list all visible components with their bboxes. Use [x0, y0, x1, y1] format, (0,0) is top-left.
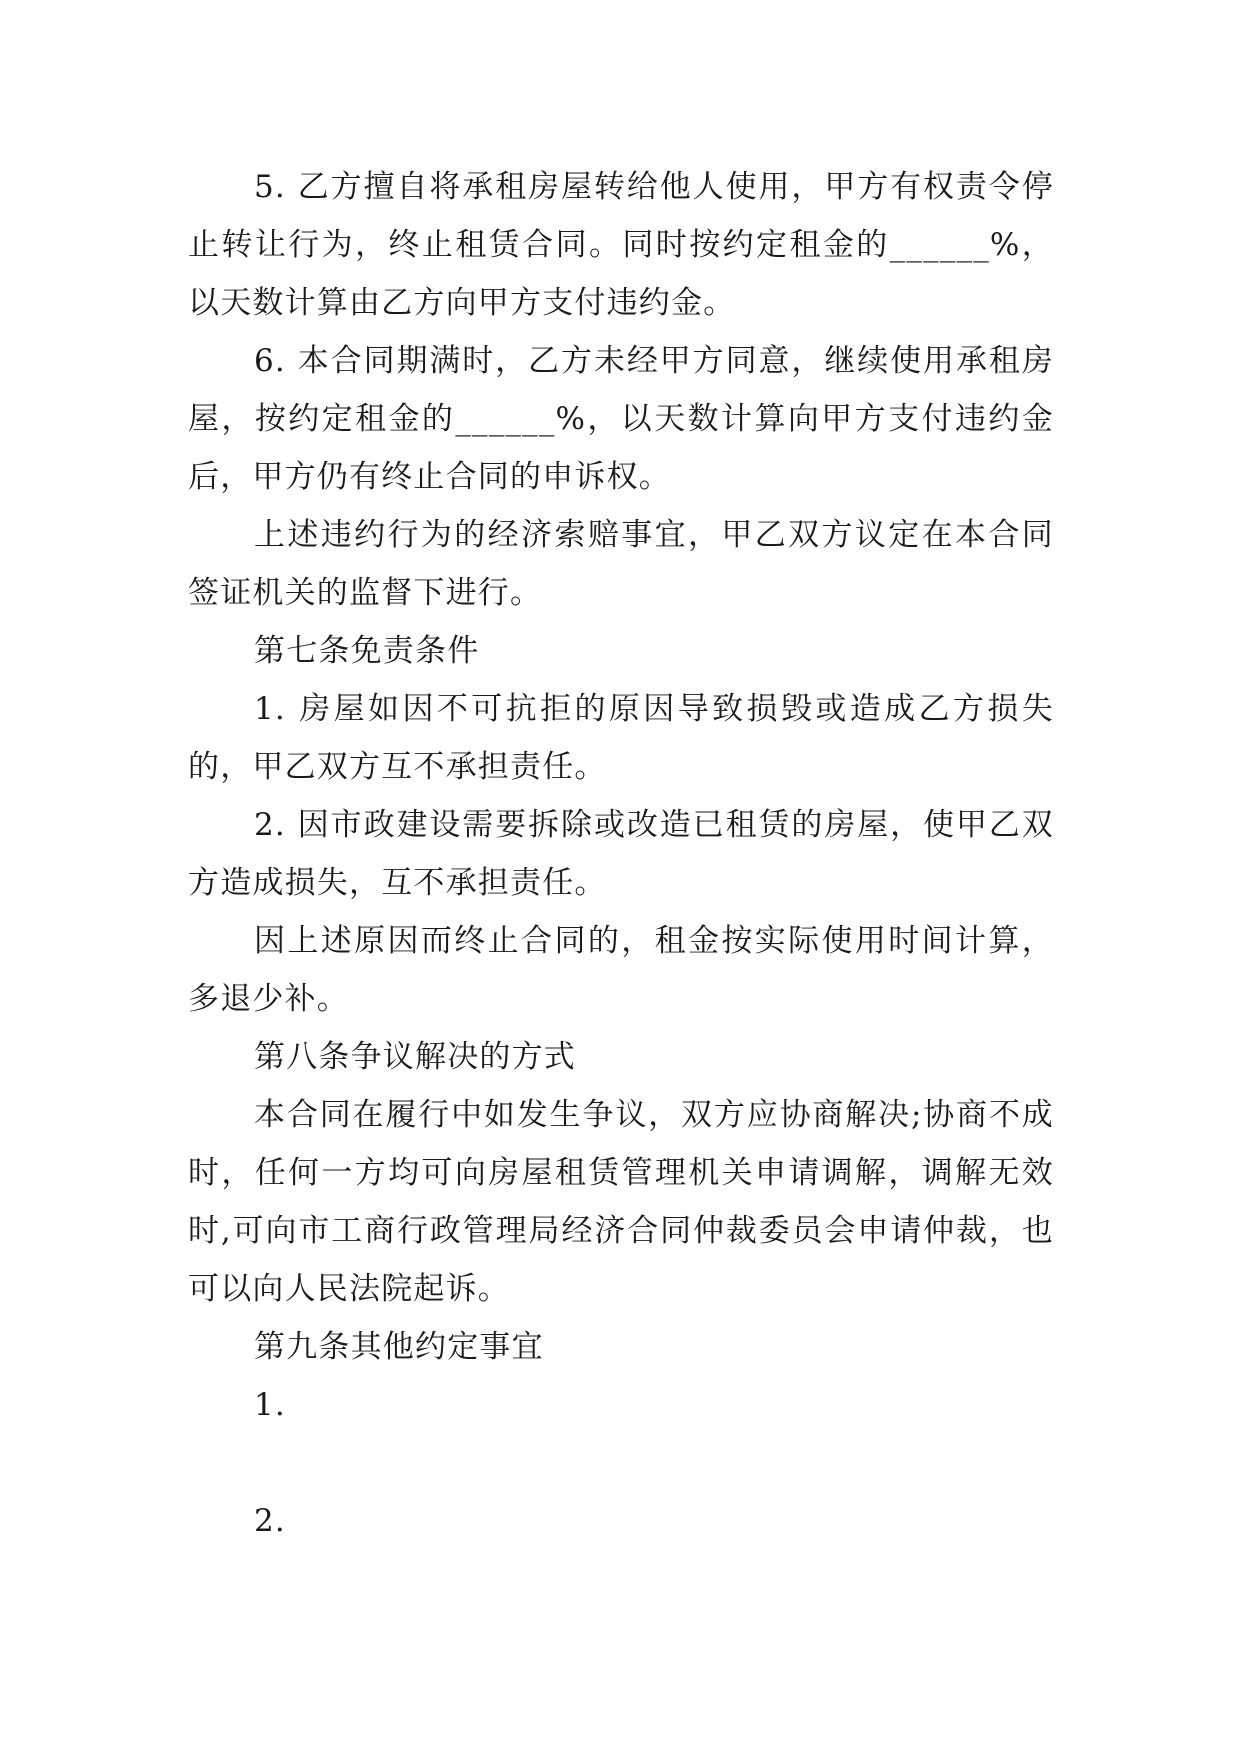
document-body [188, 158, 1054, 1550]
article-7-rent-note: 因上述原因而终止合同的，租金按实际使用时间计算，多退少补。 [188, 923, 1054, 1017]
article-9-item-2: 2. [254, 1503, 286, 1539]
article-7-heading: 第七条免责条件 [254, 633, 480, 669]
article-9-item-1: 1. [254, 1387, 286, 1423]
article-7-item-2: 2. 因市政建设需要拆除或改造已租赁的房屋，使甲乙双方造成损失，互不承担责任。 [188, 807, 1054, 901]
blank-line [188, 1434, 1054, 1492]
article-7-item-1: 1. 房屋如因不可抗拒的原因导致损毁或造成乙方损失的，甲乙双方互不承担责任。 [188, 691, 1054, 785]
article-8-heading: 第八条争议解决的方式 [254, 1039, 576, 1075]
penalty-claims-note: 上述违约行为的经济索赔事宜，甲乙双方议定在本合同签证机关的监督下进行。 [188, 517, 1054, 611]
article-8-body: 本合同在履行中如发生争议，双方应协商解决;协商不成时，任何一方均可向房屋租赁管理机关申请调解，调解无效时,可向市工商行政管理局经济合同仲裁委员会申请仲裁，也可以向人民法院起诉。 [188, 1097, 1054, 1307]
clause-6-penalty-overstay: 6. 本合同期满时，乙方未经甲方同意，继续使用承租房屋，按约定租金的______%，以天数计算向甲方支付违约金后，甲方仍有终止合同的申诉权。 [188, 343, 1054, 495]
article-9-heading: 第九条其他约定事宜 [254, 1329, 544, 1365]
clause-5-penalty-transfer: 5. 乙方擅自将承租房屋转给他人使用，甲方有权责令停止转让行为，终止租赁合同。同时按约定租金的______%，以天数计算由乙方向甲方支付违约金。 [188, 169, 1054, 321]
